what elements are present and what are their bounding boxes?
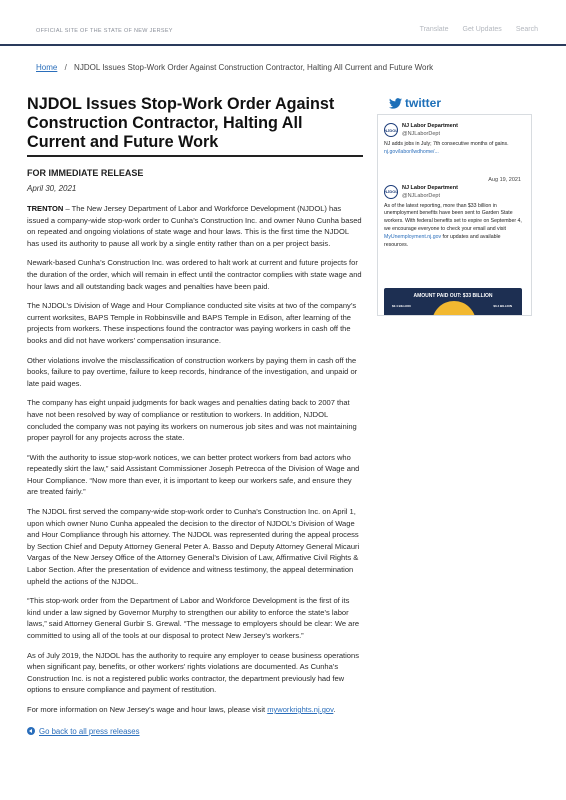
get-updates-link[interactable]: Get Updates [462, 26, 502, 33]
breadcrumb-separator: / [64, 63, 67, 72]
article-paragraph: Other violations involve the misclassification of construction workers by paying them in cash off the books, failure to pay overtime, failure to keep records, hindrance of the investigation, and unpaid or late paid wages. [27, 355, 358, 388]
release-label: FOR IMMEDIATE RELEASE [27, 168, 144, 178]
avatar[interactable]: NJDOL [384, 185, 398, 199]
breadcrumb-current: NJDOL Issues Stop-Work Order Against Construction Contractor, Halting All Current and Future Work [74, 63, 434, 72]
tweet-user [384, 123, 525, 137]
back-to-press-releases[interactable] [27, 727, 363, 736]
twitter-heading[interactable] [389, 96, 441, 110]
translate-link[interactable]: Translate [419, 26, 449, 33]
tweet-author-name[interactable]: NJ Labor Department [402, 123, 458, 129]
myworkrights-link[interactable]: myworkrights.nj.gov [267, 704, 334, 714]
twitter-heading-label: twitter [405, 96, 441, 110]
tweet-text: NJ adds jobs in July; 7th consecutive months of gains. nj.gov/labor/lwdhome/... [384, 141, 509, 155]
avatar[interactable]: NJDOL [384, 123, 398, 137]
coin-graphic [432, 301, 476, 316]
tweet-image-label-left: $2.4 BILLION [392, 304, 411, 308]
tweet[interactable] [378, 183, 531, 250]
article-paragraph: The company has eight unpaid judgments for back wages and penalties dating back to 2007 that have not been resolved by way of compliance or restitution to workers. In addition, NJDOL concluded the company was not paying its workers on numerous job sites and was not maintaining proper payroll for any projects across the state. [27, 398, 357, 443]
search-link[interactable]: Search [515, 26, 538, 33]
official-site-label: OFFICIAL SITE OF THE STATE OF NEW JERSEY [36, 28, 173, 34]
breadcrumb-home-link[interactable]: Home [36, 63, 58, 72]
breadcrumb [36, 63, 433, 72]
article-paragraph: The NJDOL’s Division of Wage and Hour Compliance conducted site visits at two of the company’s current worksites, BAPS Temple in Robbinsville and BAPS Temple in Edison, after learning of the projects from workers. These inspections found the contractor was paying workers in cash off the books and did not have workers’ compensation insurance. [27, 301, 357, 345]
tweet-author-name[interactable]: NJ Labor Department [402, 184, 458, 191]
article-paragraph: TRENTON – The New Jersey Department of Labor and Workforce Development (NJDOL) has issued a company-wide stop-work order to Cunha’s Construction Inc. and owner Nuno Cunha based on repeated and ongoing violations of state wage and hour laws. This is the first time the NJDOL has used its authority to pause all work by a single entity rather than on a per project basis. [27, 204, 362, 248]
site-header [0, 0, 566, 46]
top-nav [420, 26, 538, 33]
tweet-link[interactable]: MyUnemployment.nj.gov [384, 233, 442, 240]
page-title: NJDOL Issues Stop-Work Order Against Construction Contractor, Halting All Current and Future Work [27, 95, 363, 157]
tweet-author-handle[interactable]: @NJLaborDept [402, 192, 440, 199]
twitter-feed[interactable] [377, 114, 532, 316]
tweet-user [384, 185, 525, 199]
article-paragraph: Newark-based Cunha’s Construction Inc. was ordered to halt work at current and future projects for the duration of the order, which will remain in effect until the contractor complies with state wage and hour laws and all outstanding back wages and penalties have been paid. [27, 258, 362, 291]
tweet-image-label-right: $0.4 BILLION [493, 304, 512, 308]
tweet-link[interactable]: nj.gov/labor/lwdhome/... [384, 148, 439, 155]
release-date: April 30, 2021 [27, 184, 77, 193]
article [27, 95, 363, 736]
article-paragraph: As of July 2019, the NJDOL has the authority to require any employer to cease business operations when significant pay, benefits, or other workers’ rights violations are documented. As Cunha’s Construction Inc. is not a registered public works contractor, the department previously had few options to ensure compliance and payment of restitution. [27, 650, 359, 695]
tweet-image-caption: AMOUNT PAID OUT: $33 BILLION [413, 293, 493, 299]
tweet-date: Aug 19, 2021 [488, 176, 521, 183]
back-link[interactable]: Go back to all press releases [39, 726, 140, 736]
tweet-author-handle[interactable]: @NJLaborDept [402, 131, 440, 137]
dateline: TRENTON [27, 204, 64, 213]
article-paragraph: “This stop-work order from the Department of Labor and Workforce Development is the first of its kind under a law signed by Governor Murphy to strengthen our ability to enforce the state’s labor laws,” said Attorney General Gurbir S. Grewal. “The message to employers should be clear: We are committed to using all of the tools at our disposal to protect New Jersey’s workers.” [27, 596, 360, 640]
article-paragraph: The NJDOL first served the company-wide stop-work order to Cunha’s Construction Inc. on April 1, upon which owner Nuno Cunha appealed the decision to the director of NJDOL’s Division of Wage and Hour Compliance through his attorney. The NJDOL was represented during the appeal process by Section Chief and Deputy Attorney General Peter A. Basso and Deputy Attorney General Micauri Vargas of the New Jersey Office of the Attorney General’s Division of Law, Affirmative Civil Rights & Labor Section. After the presentation of evidence and witness testimony, the appeal determination upheld the actions of the NJDOL. [27, 507, 360, 586]
tweet[interactable] [378, 115, 531, 183]
twitter-bird-icon [389, 98, 402, 109]
tweet-text: As of the latest reporting, more than $33 billion in unemployment benefits have been sent to Garden State workers. With federal benefits set to expire on September 4, we encourage everyone to check your email and visit MyUnemployment.nj.gov for updates and available resources. [384, 202, 522, 248]
article-paragraph: For more information on New Jersey’s wage and hour laws, please visit myworkrights.nj.gov. [27, 704, 336, 714]
tweet-image[interactable] [384, 288, 522, 316]
article-paragraph: “With the authority to issue stop-work notices, we can better protect workers from bad actors who repeatedly skirt the law,” said Assistant Commissioner Joseph Petrecca of the Division of Wage and Hour Compliance. “Now more than ever, it is important to keep our workers safe, and ensure they are treated fairly.” [27, 452, 360, 497]
arrow-left-circle-icon [27, 727, 35, 735]
